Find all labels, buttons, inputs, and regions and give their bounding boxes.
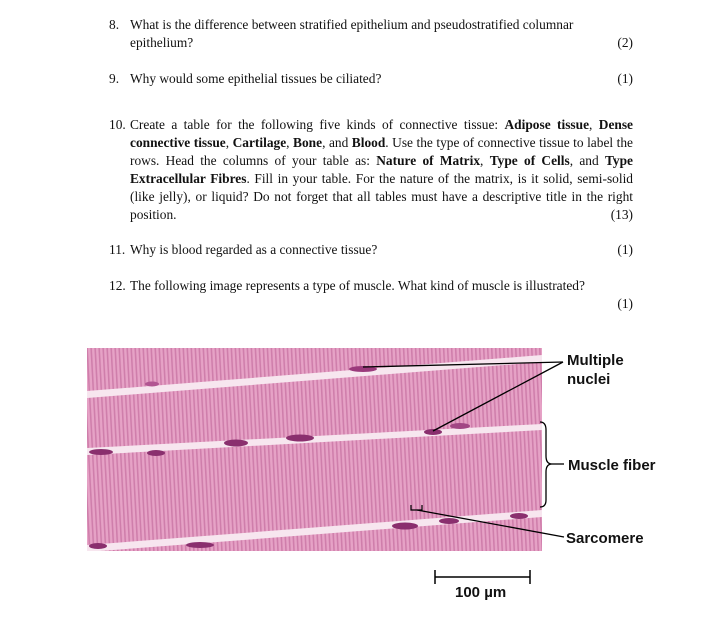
- heading-matrix: Nature of Matrix: [376, 153, 481, 168]
- question-marks: (13): [610, 207, 633, 222]
- term-bone: Bone: [293, 135, 323, 150]
- nucleus: [510, 513, 528, 519]
- nucleus: [439, 518, 459, 524]
- heading-fibres: Type Extracellular Fibres: [130, 153, 633, 186]
- label-nuclei: nuclei: [567, 371, 611, 388]
- heading-cells: Type of Cells: [489, 153, 570, 168]
- question-number: 9.: [109, 71, 120, 86]
- nucleus: [89, 449, 113, 455]
- question-number: 11.: [109, 242, 126, 257]
- nucleus: [286, 435, 314, 442]
- question-marks: (1): [617, 71, 633, 86]
- nucleus: [424, 429, 442, 435]
- nucleus: [392, 523, 418, 530]
- nucleus: [147, 450, 165, 456]
- question-text: Why is blood regarded as a connective tissue?: [130, 242, 378, 257]
- question-number: 12.: [109, 278, 126, 293]
- nucleus: [186, 542, 214, 548]
- term-cartilage: Cartilage: [232, 135, 287, 150]
- question-text: Create a table for the following five kinds of connective tissue: Adipose tissue, Dense connective tissue, Cartilage, Bone, and Blood. Use the type of connective tissue to label the rows. Head the columns of your table as: Nature of Matrix, Type of Cells, and Type Extracellular Fibres. Fill in your table. For the nature of the matrix, is it solid, semi-solid (like jelly), or liquid? Do not forget that all tables must have a descriptive title in the right position. (13): [130, 117, 633, 222]
- question-text: The following image represents a type of muscle. What kind of muscle is illustrated?: [130, 278, 585, 293]
- question-text-line-1: What is the difference between stratified epithelium and pseudostratified columnar: [130, 17, 574, 32]
- term-blood: Blood: [351, 135, 386, 150]
- label-multiple: Multiple: [567, 352, 624, 369]
- nucleus: [145, 382, 159, 387]
- scale-bar-label: 100 µm: [455, 584, 507, 601]
- question-text: Why would some epithelial tissues be ciliated?: [130, 71, 382, 86]
- question-marks: (1): [617, 296, 633, 311]
- question-marks: (2): [617, 35, 633, 50]
- question-marks: (1): [617, 242, 633, 257]
- label-sarcomere: Sarcomere: [566, 530, 644, 547]
- term-adipose: Adipose tissue: [504, 117, 590, 132]
- micrograph: [87, 348, 542, 552]
- nucleus: [450, 423, 470, 429]
- question-number: 10.: [109, 117, 126, 132]
- nucleus: [89, 543, 107, 549]
- term-dense: Dense connective tissue: [130, 117, 633, 150]
- question-text-line-2: epithelium?: [130, 35, 194, 50]
- question-number: 8.: [109, 17, 120, 32]
- nucleus: [224, 440, 248, 447]
- label-muscle-fiber: Muscle fiber: [568, 457, 656, 474]
